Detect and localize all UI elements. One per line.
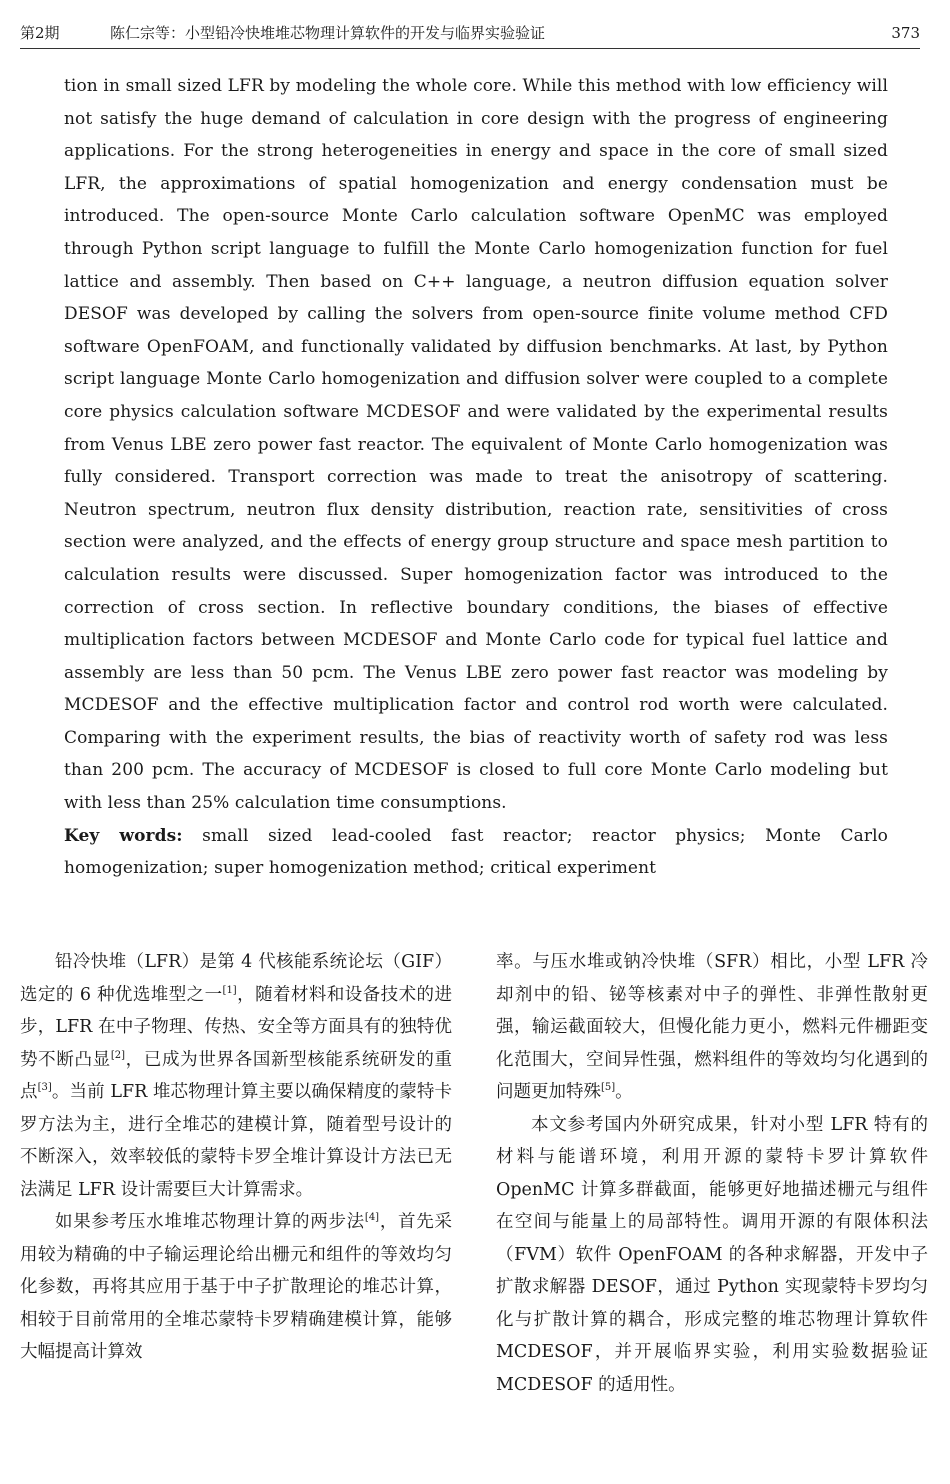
citation-link[interactable]: [2] (110, 1049, 126, 1061)
running-title: 陈仁宗等：小型铅冷快堆堆芯物理计算软件的开发与临界实验验证 (110, 24, 546, 42)
paragraph: 如果参考压水堆堆芯物理计算的两步法[4]，首先采用较为精确的中子输运理论给出栅元和组件的等效均匀化参数，再将其应用于基于中子扩散理论的堆芯计算，相较于目前常用的全堆芯蒙特卡罗精确建模计算，能够大幅提高计算效 (20, 1212, 453, 1362)
keywords (64, 820, 888, 885)
abstract-text: tion in small sized LFR by modeling the whole core. While this method with low efficiency will not satisfy the huge demand of calculation in core design with the progress of engineering applications. For the strong heterogeneities in energy and space in the core of small sized LFR, the approximations of spatial homogenization and energy condensation must be introduced. The open-source Monte Carlo calculation software OpenMC was employed through Python script language to fulfill the Monte Carlo homogenization function for fuel lattice and assembly. Then based on C++ language, a neutron diffusion equation solver DESOF was developed by calling the solvers from open-source finite volume method CFD software OpenFOAM, and functionally validated by diffusion benchmarks. At last, by Python script language Monte Carlo homogenization and diffusion solver were coupled to a complete core physics calculation software MCDESOF and were validated by the experimental results from Venus LBE zero power fast reactor. The equivalent of Monte Carlo homogenization was fully considered. Transport correction was made to treat the anisotropy of scattering. Neutron spectrum, neutron flux density distribution, reaction rate, sensitivities of cross section were analyzed, and the effects of energy group structure and space mesh partition to calculation results were discussed. Super homogenization factor was introduced to the correction of cross section. In reflective boundary conditions, the biases of effective multiplication factors between MCDESOF and Monte Carlo code for typical fuel lattice and assembly are less than 50 pcm. The Venus LBE zero power fast reactor was modeling by MCDESOF and the effective multiplication factor and control rod worth were calculated. Comparing with the experiment results, the bias of reactivity worth of safety rod was less than 200 pcm. The accuracy of MCDESOF is closed to full core Monte Carlo modeling but with less than 25% calculation time consumptions. (64, 76, 888, 814)
keywords-list: small sized lead-cooled fast reactor; reactor physics; Monte Carlo homogenization; super homogenization method; critical experiment (64, 825, 888, 879)
paragraph: 本文参考国内外研究成果，针对小型 LFR 特有的材料与能谱环境，利用开源的蒙特卡罗计算软件 OpenMC 计算多群截面，能够更好地描述栅元与组件在空间与能量上的局部特性。调用开源的有限体积法（FVM）软件 OpenFOAM 的各种求解器，开发中子扩散求解器 DESOF，通过 Python 实现蒙特卡罗均匀化与扩散计算的耦合，形成完整的堆芯物理计算软件 MCDESOF，并开展临界实验，利用实验数据验证 MCDESOF 的适用性。 (496, 1114, 928, 1395)
page-number: 373 (891, 24, 920, 42)
keywords-label: Key words: (64, 825, 183, 846)
english-abstract (64, 70, 888, 885)
body-column-right (496, 946, 928, 1401)
issue-number: 第2期 (20, 24, 60, 42)
citation-link[interactable]: [5] (601, 1082, 616, 1094)
running-header (20, 18, 920, 49)
citation-link[interactable]: [1] (222, 984, 237, 996)
paragraph: 铅冷快堆（LFR）是第 4 代核能系统论坛（GIF）选定的 6 种优选堆型之一[1]，随着材料和设备技术的进步，LFR 在中子物理、传热、安全等方面具有的独特优势不断凸显[2]，已成为世界各国新型核能系统研发的重点[3]。当前 LFR 堆芯物理计算主要以确保精度的蒙特卡罗方法为主，进行全堆芯的建模计算，随着型号设计的不断深入，效率较低的蒙特卡罗全堆计算设计方法已无法满足 LFR 设计需要巨大计算需求。 (20, 952, 453, 1200)
citation-link[interactable]: [4] (364, 1212, 380, 1224)
citation-link[interactable]: [3] (37, 1082, 52, 1094)
paragraph: 率。与压水堆或钠冷快堆（SFR）相比，小型 LFR 冷却剂中的铅、铋等核素对中子的弹性、非弹性散射更强，输运截面较大，但慢化能力更小，燃料元件栅距变化范围大，空间异性强，燃料组件的等效均匀化遇到的问题更加特殊[5]。 (496, 952, 928, 1102)
body-column-left (20, 946, 452, 1369)
